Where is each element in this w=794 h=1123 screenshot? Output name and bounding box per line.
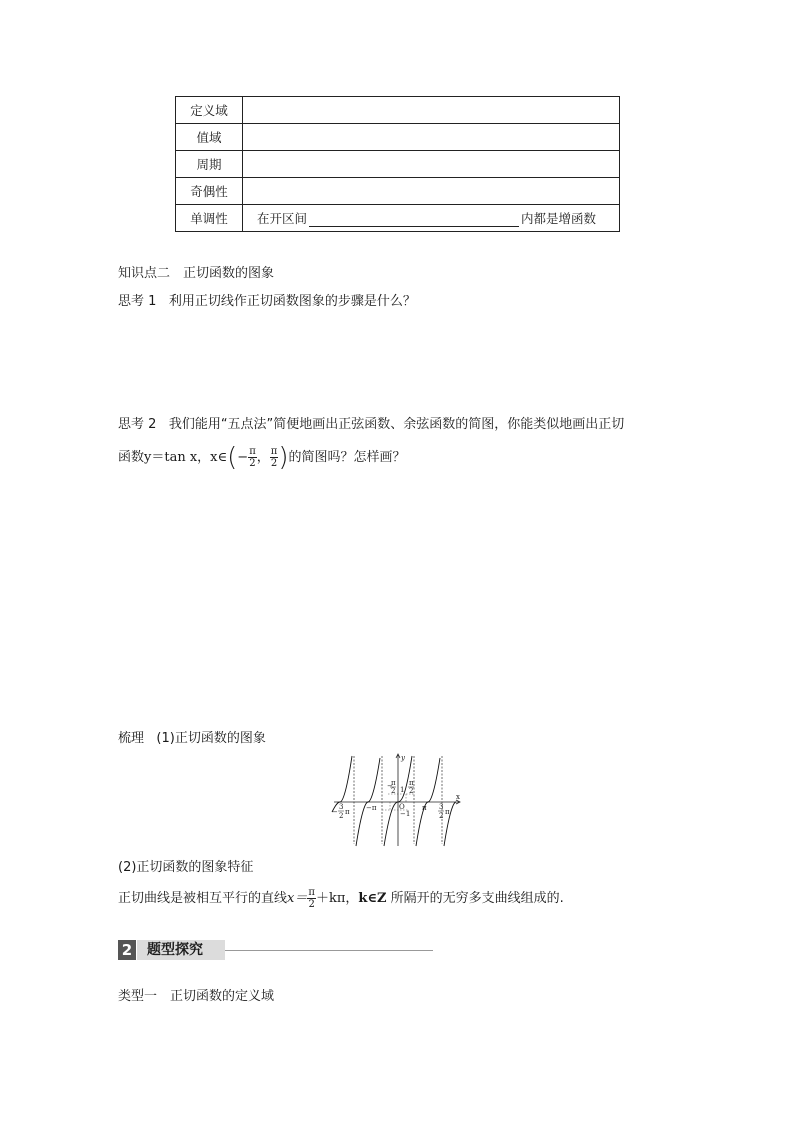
section-title: 题型探究 xyxy=(137,940,225,960)
fraction-pi-over-2 xyxy=(248,446,257,469)
y-tick-neg-1: −1 xyxy=(400,810,411,818)
numerator: π xyxy=(270,446,278,457)
summary-label: 梳理 xyxy=(118,731,145,746)
think-2-label: 思考 2 xyxy=(118,417,157,432)
section-number-badge: 2 xyxy=(118,940,136,960)
fill-in-blank xyxy=(309,212,519,227)
section-divider xyxy=(225,950,433,951)
tick-pi: π xyxy=(422,804,427,812)
denominator: 2 xyxy=(249,458,256,469)
minus-sign: − xyxy=(237,450,249,465)
summary-item-1: (1)正切函数的图象 xyxy=(156,731,266,746)
tangent-graph xyxy=(330,752,466,848)
denominator: 2 xyxy=(270,458,278,469)
feature-plus: ＋kπ， xyxy=(315,891,359,906)
row-label-parity: 奇偶性 xyxy=(176,178,243,205)
row-value-parity xyxy=(243,178,620,205)
tick-half-pi-num: π xyxy=(409,779,414,787)
table-row xyxy=(176,205,620,232)
think-1-label: 思考 1 xyxy=(118,294,157,309)
row-label-period: 周期 xyxy=(176,151,243,178)
feature-start: 正切曲线是被相互平行的直线 xyxy=(118,891,288,906)
tick-half-pi-den: 2 xyxy=(409,787,414,795)
type-1-title: 类型一 正切函数的定义域 xyxy=(118,989,275,1004)
table-row xyxy=(176,178,620,205)
feature-statement xyxy=(118,880,564,918)
row-label-range: 值域 xyxy=(176,124,243,151)
right-paren: ) xyxy=(278,442,289,473)
row-value-range xyxy=(243,124,620,151)
tan-equation: y＝tan x，x∈ xyxy=(144,450,228,465)
table-row xyxy=(176,97,620,124)
tangent-properties-table xyxy=(175,96,620,232)
axes xyxy=(334,754,460,846)
knowledge-point-title: 知识点二 正切函数的图象 xyxy=(118,266,275,281)
row-label-domain: 定义域 xyxy=(176,97,243,124)
fraction-pi-over-2 xyxy=(307,887,316,910)
feature-k: k∈Z xyxy=(358,891,387,906)
tick-neg-half-pi-minus: − xyxy=(387,782,393,790)
tick-neg-half-pi-den: 2 xyxy=(391,787,396,795)
numerator: π xyxy=(308,887,315,898)
think-2-text: 我们能用“五点法”简便地画出正弦函数、余弦函数的简图，你能类似地画出正切 xyxy=(168,417,625,432)
think-1 xyxy=(118,290,416,309)
origin-label: O xyxy=(399,803,405,811)
row-value-period xyxy=(243,151,620,178)
think-2-end: 的简图吗？怎样画？ xyxy=(288,450,406,465)
tick-three-half-pi-num: 3 xyxy=(439,803,444,811)
summary-item-2: (2)正切函数的图象特征 xyxy=(118,860,254,875)
comma: ， xyxy=(256,450,270,465)
think-2-line-2 xyxy=(118,438,406,478)
feature-end: 所隔开的无穷多支曲线组成的. xyxy=(386,891,564,906)
mono-prefix: 在开区间 xyxy=(257,211,308,226)
tick-neg-three-half-pi-den: 2 xyxy=(339,812,344,820)
row-value-domain xyxy=(243,97,620,124)
mono-suffix: 内都是增函数 xyxy=(521,211,597,226)
tick-neg-pi: −π xyxy=(366,804,377,812)
x-axis-label: x xyxy=(456,793,460,801)
think-1-text: 利用正切线作正切函数图象的步骤是什么？ xyxy=(168,294,416,309)
tangent-curves xyxy=(332,756,456,846)
denominator: 2 xyxy=(308,899,315,910)
table-row xyxy=(176,151,620,178)
tick-neg-three-half-pi-pi: π xyxy=(345,808,350,816)
numerator: π xyxy=(249,446,256,457)
table-row xyxy=(176,124,620,151)
left-paren: ( xyxy=(227,442,238,473)
y-axis-label: y xyxy=(401,754,405,762)
tick-neg-three-half-pi-minus: − xyxy=(332,808,338,816)
tick-neg-three-half-pi-num: 3 xyxy=(339,803,344,811)
think-2-line-1 xyxy=(118,413,624,432)
tick-three-half-pi-den: 2 xyxy=(439,812,444,820)
summary-line xyxy=(118,727,266,746)
row-label-monotonicity: 单调性 xyxy=(176,205,243,232)
y-tick-1: 1 xyxy=(400,786,405,794)
tick-three-half-pi-pi: π xyxy=(445,808,450,816)
feature-x: x＝ xyxy=(287,891,308,906)
think-2-start: 函数 xyxy=(118,450,145,465)
tick-neg-half-pi-num: π xyxy=(391,779,396,787)
row-value-monotonicity xyxy=(243,205,620,232)
